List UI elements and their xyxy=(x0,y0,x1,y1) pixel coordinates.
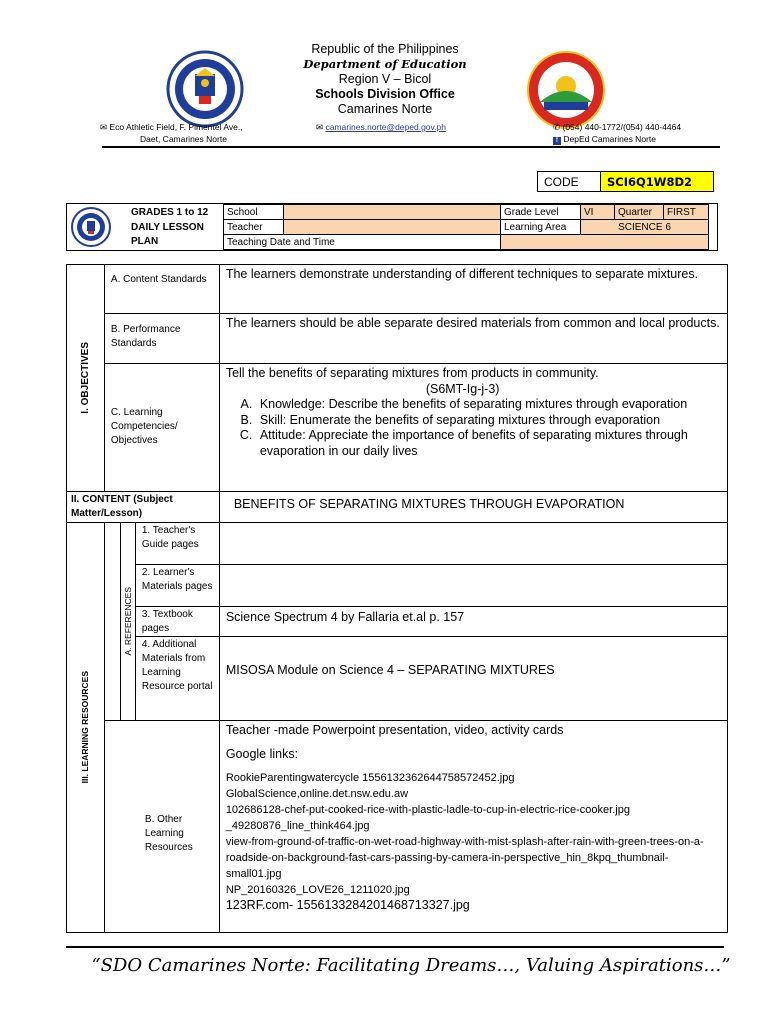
address-line2: Daet, Camarines Norte xyxy=(140,134,227,144)
textbook-value: Science Spectrum 4 by Fallaria et.al p. 157 xyxy=(219,607,727,637)
code-box xyxy=(537,171,714,192)
info-grid xyxy=(223,204,709,250)
phone-icon: ✆ xyxy=(553,122,561,132)
envelope-icon: ✉ xyxy=(100,122,108,132)
other-resources-line: Teacher -made Powerpoint presentation, video, activity cards xyxy=(225,723,564,737)
objective-knowledge: A. Knowledge: Describe the benefits of separating mixtures through evaporation xyxy=(256,397,721,413)
facebook-block xyxy=(553,134,656,145)
google-link[interactable]: view-from-ground-of-traffic-on-wet-road-highway-with-mist-splash-after-rain-with-green-trees-on-a-roadside-on-background-fast-cars-passing-by-camera-in-perspective_hin_8kpq_thumbnail-small01.jpg xyxy=(225,836,704,880)
google-link[interactable]: GlobalScience,online.det.nsw.edu.aw xyxy=(225,788,409,800)
content-value: BENEFITS OF SEPARATING MIXTURES THROUGH EVAPORATION xyxy=(219,492,727,523)
google-link[interactable]: NP_20160326_LOVE26_1211020.jpg xyxy=(225,884,410,896)
other-resources-cell xyxy=(219,721,727,933)
deped-small-seal xyxy=(71,207,111,247)
email-link[interactable]: camarines.norte@deped.gov.ph xyxy=(325,122,446,132)
school-label: School xyxy=(224,205,284,220)
code-value: SCI6Q1W8D2 xyxy=(601,172,714,192)
address-block xyxy=(100,122,243,133)
sdo-camarines-norte-seal xyxy=(526,50,606,130)
teaching-date-text: Teaching Date and Time xyxy=(227,236,335,248)
email-block xyxy=(316,122,446,133)
grade-level-value: VI xyxy=(581,205,615,220)
content-label: II. CONTENT (Subject Matter/Lesson) xyxy=(67,492,220,523)
code-label: CODE xyxy=(538,172,601,192)
google-link[interactable]: _49280876_line_think464.jpg xyxy=(225,820,370,832)
teaching-date-field[interactable] xyxy=(501,235,709,250)
deped-seal xyxy=(166,50,244,128)
quarter-value: FIRST xyxy=(664,205,709,220)
province-text: Camarines Norte xyxy=(337,102,433,116)
republic-text: Republic of the Philippines xyxy=(311,42,459,56)
google-link[interactable]: 102686128-chef-put-cooked-rice-with-plastic-ladle-to-cup-in-electric-rice-cooker.jpg xyxy=(225,804,630,816)
header-block xyxy=(250,42,520,117)
google-links-list xyxy=(226,770,721,898)
facebook-icon: f xyxy=(553,137,561,145)
objective-skill: B. Skill: Enumerate the benefits of separating mixtures through evaporation xyxy=(256,413,721,429)
grade-level-label: Grade Level xyxy=(501,205,581,220)
learners-materials-label: 2. Learner's Materials pages xyxy=(135,565,219,607)
competency-main: Tell the benefits of separating mixtures from products in community. xyxy=(225,366,599,380)
resources-section-label xyxy=(67,523,105,933)
teacher-label: Teacher xyxy=(224,220,284,235)
last-link[interactable]: 123RF.com- 1556133284201468713327.jpg xyxy=(225,898,470,912)
school-field[interactable] xyxy=(284,205,501,220)
phone-block xyxy=(553,122,681,133)
teachers-guide-label: 1. Teacher's Guide pages xyxy=(135,523,219,565)
additional-materials-value: MISOSA Module on Science 4 – SEPARATING MIXTURES xyxy=(219,637,727,721)
teacher-field[interactable] xyxy=(284,220,501,235)
office-text: Schools Division Office xyxy=(315,87,455,101)
textbook-label: 3. Textbook pages xyxy=(135,607,219,637)
additional-materials-label: 4. Additional Materials from Learning Resource portal xyxy=(135,637,219,721)
department-text: Department of Education xyxy=(303,57,467,71)
header-divider xyxy=(102,146,720,148)
learners-materials-value xyxy=(219,565,727,607)
learning-competencies-cell xyxy=(219,364,727,492)
content-standards-label: A. Content Standards xyxy=(104,265,219,314)
quarter-label: Quarter xyxy=(615,205,664,220)
footer-divider xyxy=(66,946,724,948)
references-label xyxy=(120,523,135,721)
address-line1: Eco Athletic Field, F. Pimentel Ave., xyxy=(109,122,243,132)
competency-code: (S6MT-Ig-j-3) xyxy=(425,381,500,396)
phone-text: (054) 440-1772/(054) 440-4464 xyxy=(562,122,682,132)
resources-label-text: III. LEARNING RESOURCES xyxy=(80,671,91,784)
lesson-plan-table xyxy=(66,264,728,933)
teachers-guide-value xyxy=(219,523,727,565)
lesson-plan-title: GRADES 1 to 12 DAILY LESSON PLAN xyxy=(131,207,209,247)
google-links-label: Google links: xyxy=(225,746,299,761)
performance-standards-text: The learners should be able separate desired materials from common and local products. xyxy=(219,314,727,364)
performance-standards-label: B. Performance Standards xyxy=(104,314,219,364)
region-text: Region V – Bicol xyxy=(338,72,432,86)
objective-list xyxy=(226,397,721,459)
teaching-date-label xyxy=(224,235,501,250)
objective-attitude: C. Attitude: Appreciate the importance of benefits of separating mixtures through evaporation in our daily lives xyxy=(256,428,721,459)
references-label-text: A. REFERENCES xyxy=(122,587,133,656)
learning-area-value: SCIENCE 6 xyxy=(581,220,709,235)
facebook-text: DepEd Camarines Norte xyxy=(563,134,656,144)
google-link[interactable]: RookieParentingwatercycle 1556132362644758572452.jpg xyxy=(225,772,515,784)
learning-competencies-label: C. Learning Competencies/ Objectives xyxy=(104,364,219,492)
objectives-section-label xyxy=(67,265,105,492)
lesson-info-table xyxy=(66,203,718,251)
motto-text: “SDO Camarines Norte: Facilitating Dreams…, Valuing Aspirations…” xyxy=(91,955,731,976)
content-standards-text: The learners demonstrate understanding of different techniques to separate mixtures. xyxy=(219,265,727,314)
email-icon: ✉ xyxy=(316,122,324,132)
other-resources-label: B. Other Learning Resources xyxy=(104,721,219,933)
objectives-label-text: I. OBJECTIVES xyxy=(79,342,91,414)
references-spacer xyxy=(104,523,120,721)
learning-area-label: Learning Area xyxy=(501,220,581,235)
